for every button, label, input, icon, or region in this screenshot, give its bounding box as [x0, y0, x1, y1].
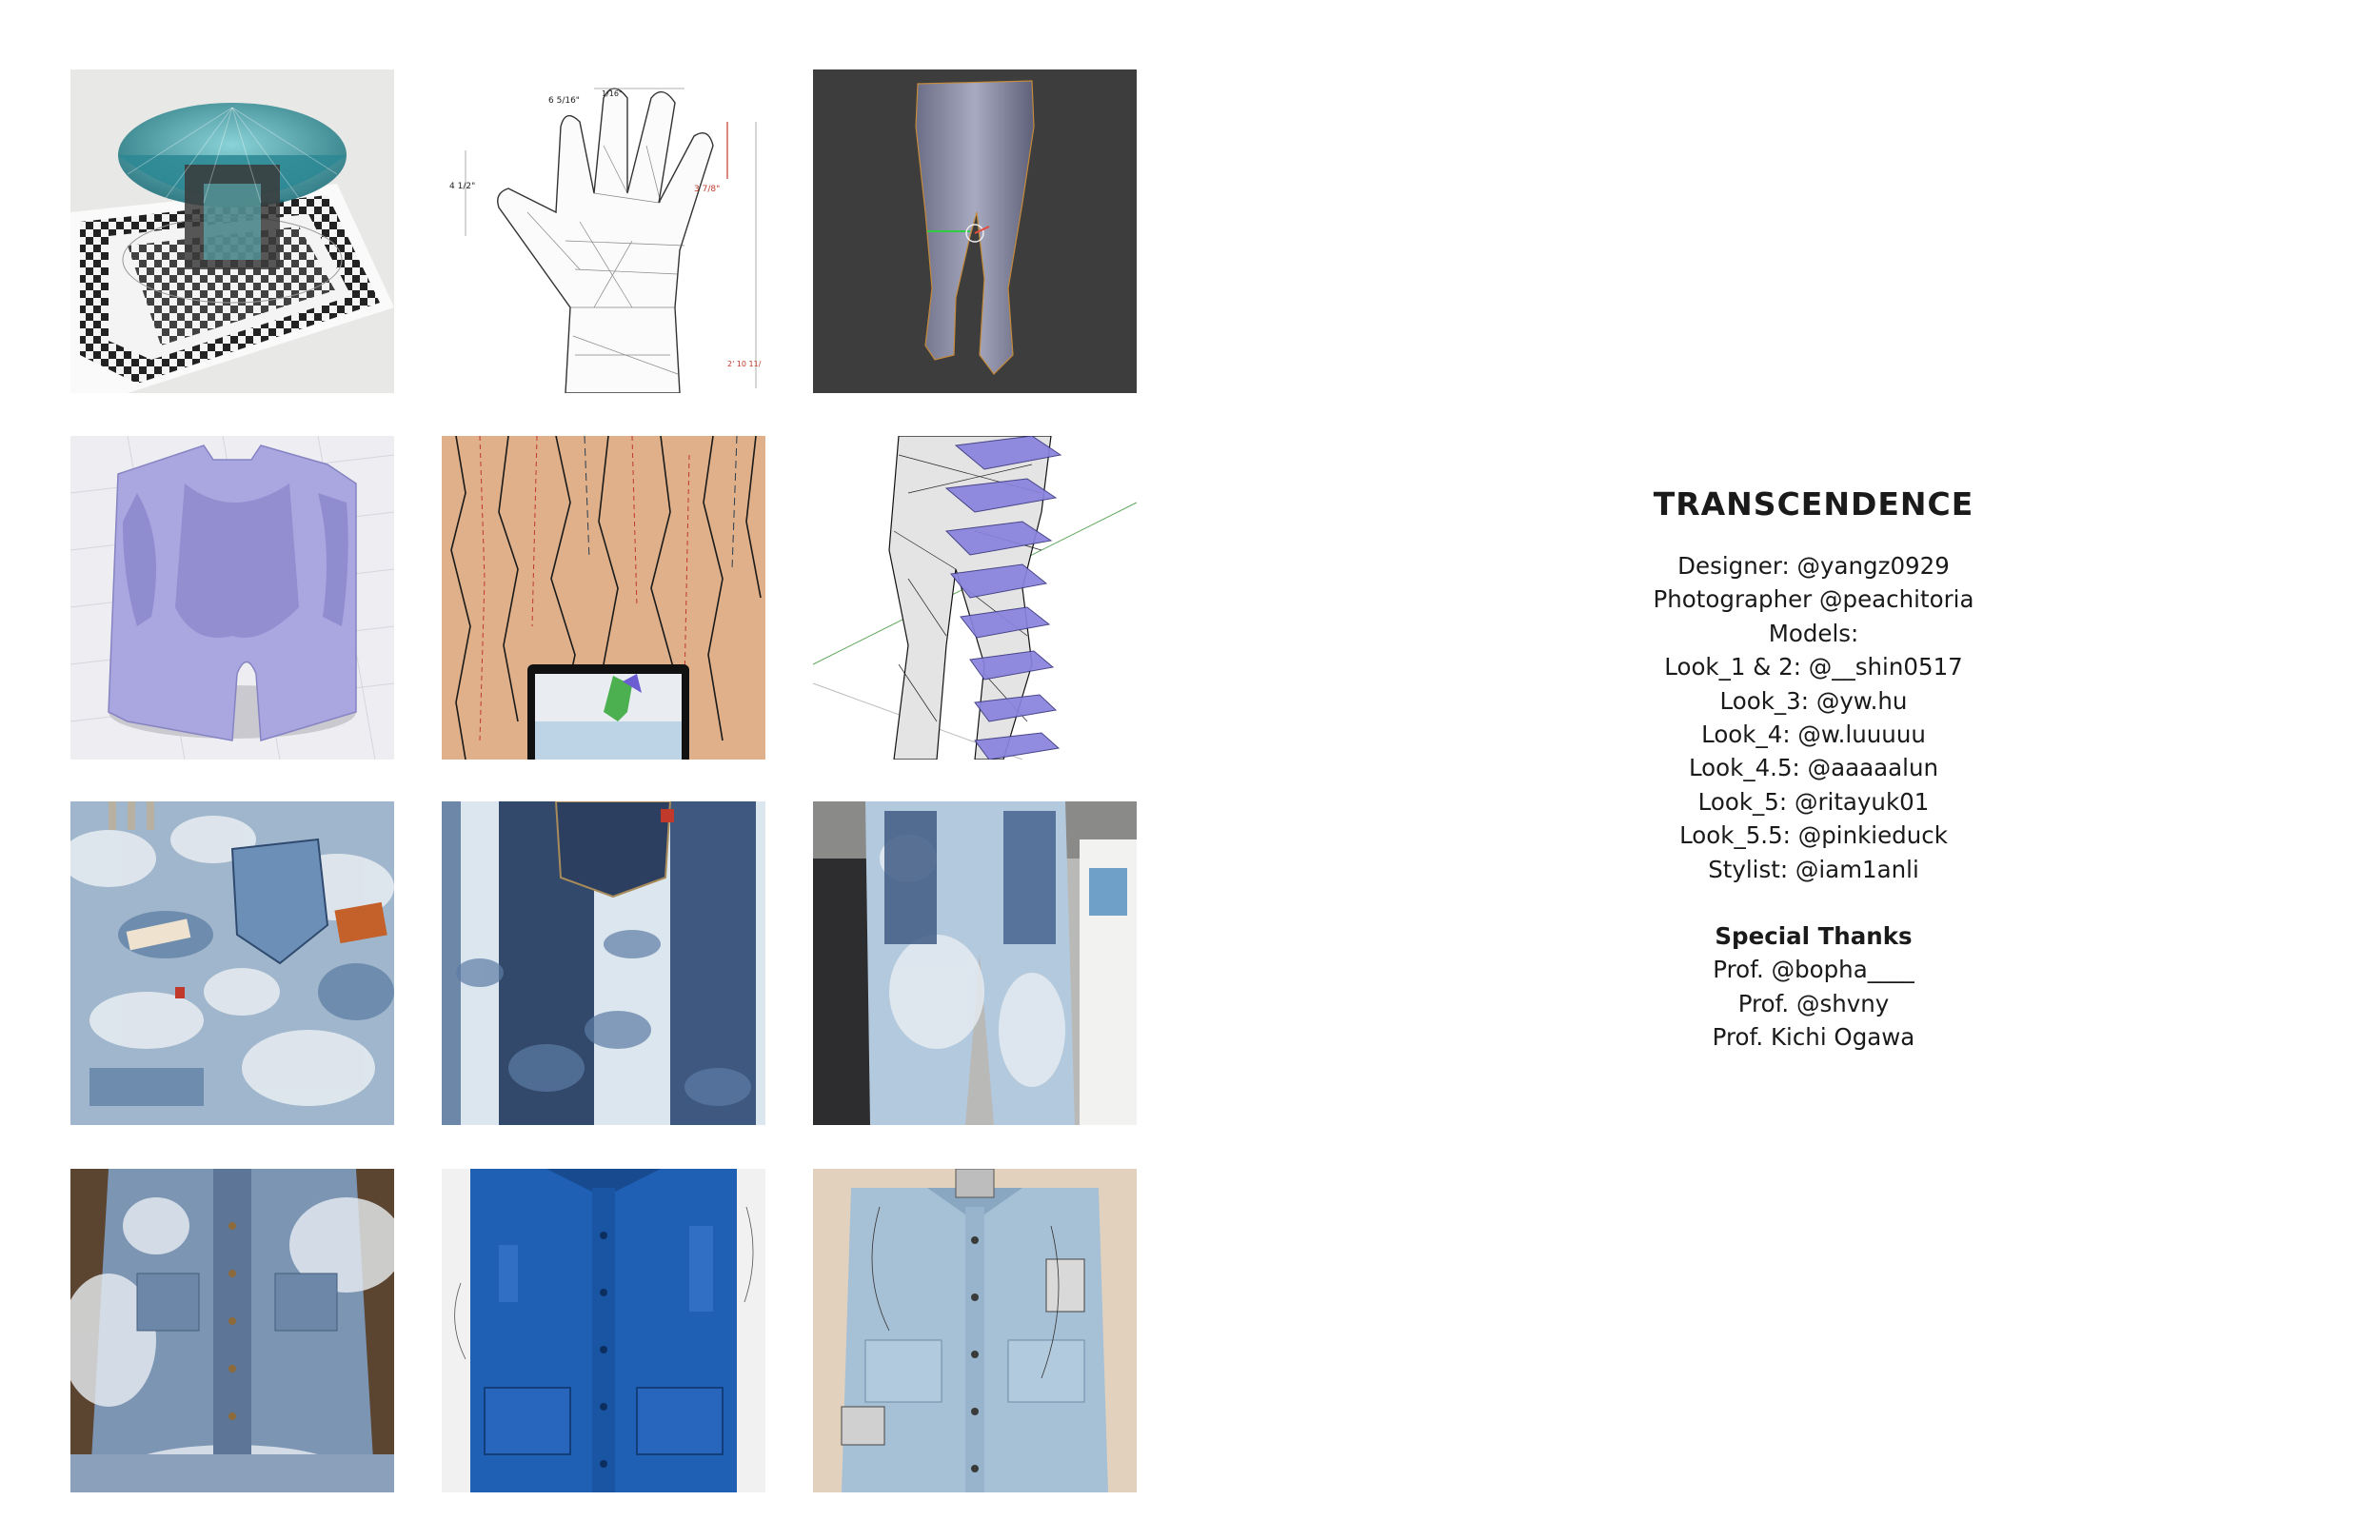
credit-model-look-5-5: Look_5.5: @pinkieduck [1679, 821, 1948, 850]
credit-model-look-1-2: Look_1 & 2: @__shin0517 [1664, 653, 1963, 681]
thanks-prof-kichi-ogawa: Prof. Kichi Ogawa [1712, 1023, 1915, 1052]
measure-label-1: 6 5/16" [548, 96, 580, 106]
jeans-on-model-image [813, 801, 1137, 1125]
special-thanks-heading: Special Thanks [1715, 922, 1913, 951]
measure-label-5: 2' 10 11/ [727, 360, 762, 368]
measure-label-2: 1/16" [602, 89, 623, 98]
credit-models-heading: Models: [1768, 619, 1859, 647]
3d-scan-umbrella-image [70, 69, 394, 393]
credit-photographer: Photographer @peachitoria [1653, 585, 1974, 614]
bleached-jeans-flat-image [70, 801, 394, 1125]
gallery-tile-9[interactable] [813, 801, 1137, 1125]
credit-model-look-5: Look_5: @ritayuk01 [1697, 787, 1930, 816]
measure-label-4: 3 7/8" [694, 185, 721, 194]
gallery-tile-6[interactable] [813, 436, 1137, 760]
collection-title: TRANSCENDENCE [1653, 485, 1974, 523]
credit-stylist: Stylist: @iam1anli [1708, 855, 1919, 883]
blue-denim-shirt-image [442, 1169, 765, 1492]
bleached-shirt-image [70, 1169, 394, 1492]
hand-wireframe-image [442, 69, 765, 393]
leg-slicing-model-image [813, 436, 1137, 760]
credit-model-look-4: Look_4: @w.luuuuu [1701, 721, 1926, 749]
thanks-prof-shvny: Prof. @shvny [1737, 989, 1890, 1017]
gallery-tile-3[interactable] [813, 69, 1137, 393]
credits-panel [1609, 485, 2018, 1055]
thanks-prof-bopha: Prof. @bopha____ [1713, 956, 1914, 984]
patchwork-jeans-image [442, 801, 765, 1125]
gallery-tile-7[interactable] [70, 801, 394, 1125]
gallery-tile-10[interactable] [70, 1169, 394, 1492]
spacer [1609, 886, 2018, 919]
credit-model-look-3: Look_3: @yw.hu [1719, 686, 1908, 715]
gallery-tile-8[interactable] [442, 801, 765, 1125]
jacket-3d-model-image [70, 436, 394, 760]
measure-label-3: 4 1/2" [449, 182, 476, 191]
gallery-tile-5[interactable] [442, 436, 765, 760]
gallery-tile-2[interactable] [442, 69, 765, 393]
gallery-tile-1[interactable] [70, 69, 394, 393]
gallery-tile-12[interactable] [813, 1169, 1137, 1492]
light-denim-shirt-image [813, 1169, 1137, 1492]
pants-3d-model-image [813, 69, 1137, 393]
gallery-tile-11[interactable] [442, 1169, 765, 1492]
credit-model-look-4-5: Look_4.5: @aaaaalun [1688, 754, 1939, 782]
gallery-tile-4[interactable] [70, 436, 394, 760]
pattern-drafting-image [442, 436, 765, 760]
credit-designer: Designer: @yangz0929 [1677, 552, 1950, 580]
